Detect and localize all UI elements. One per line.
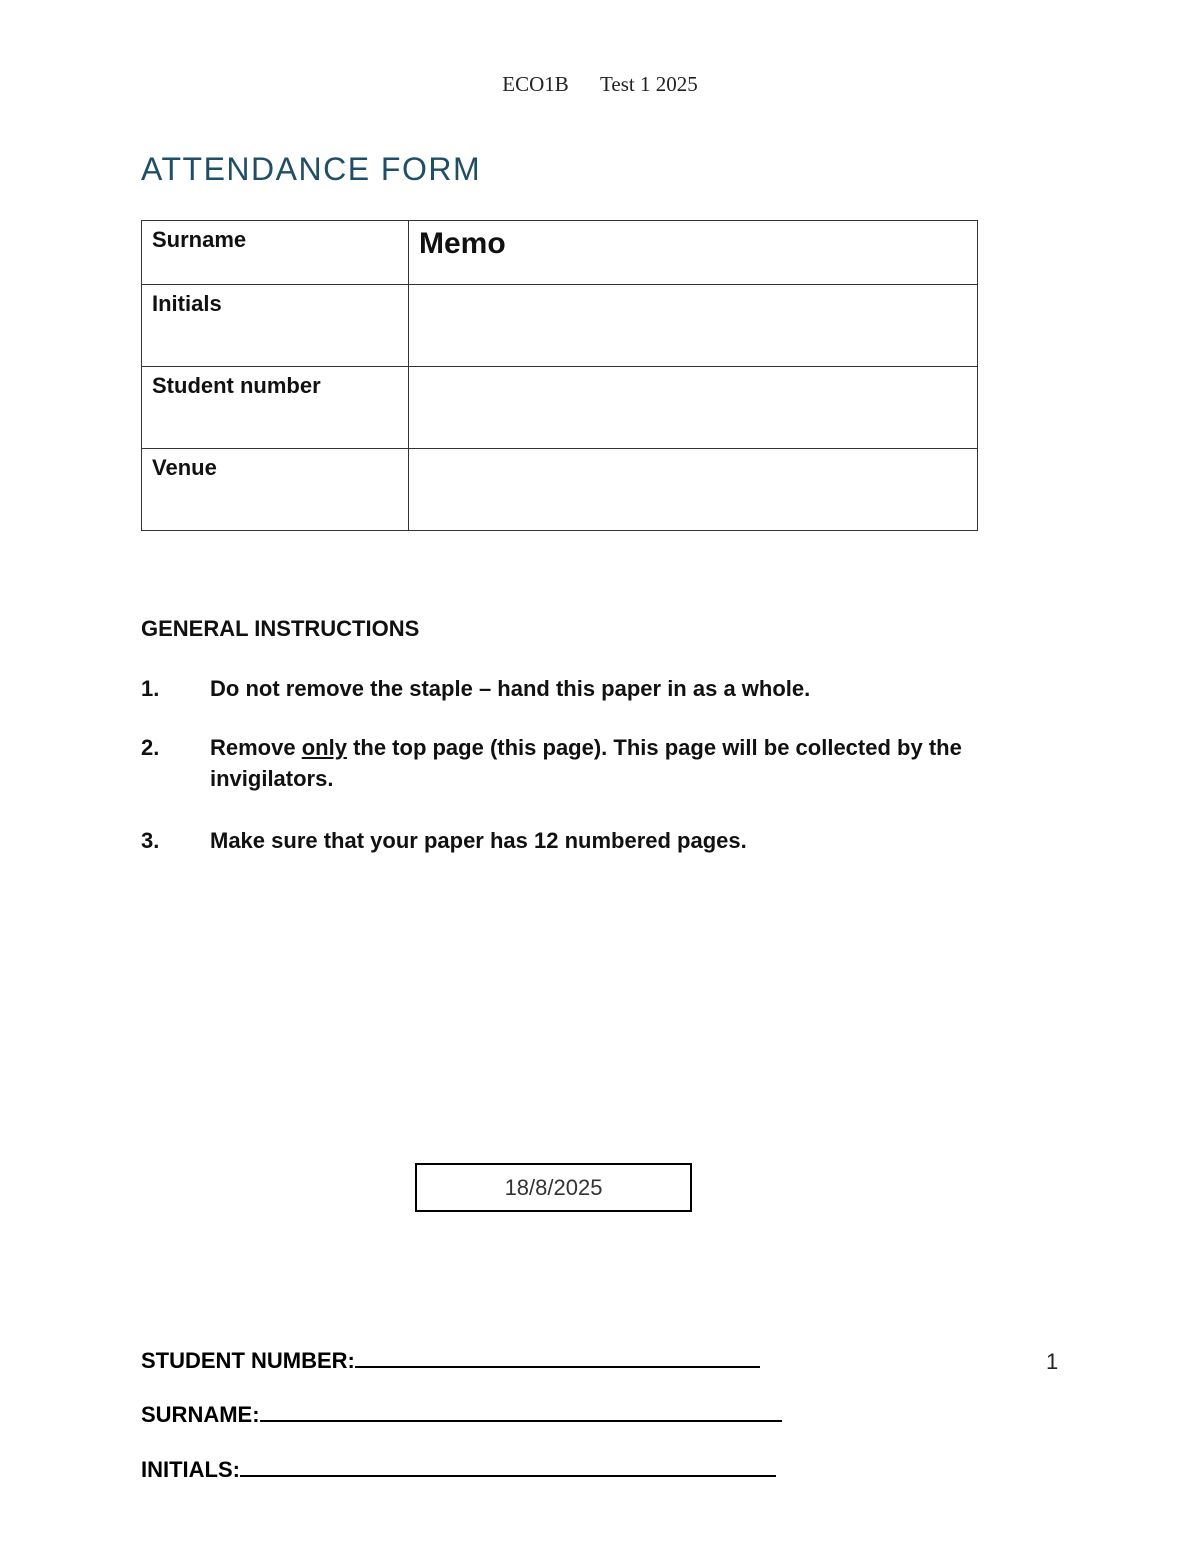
page-header [0, 72, 1200, 97]
instruction-item [141, 673, 1001, 704]
instruction-text: Make sure that your paper has 12 numbered pages. [210, 828, 747, 853]
student-number-label: Student number [142, 367, 409, 449]
initials-label: Initials [142, 285, 409, 367]
course-code: ECO1B [502, 72, 569, 96]
table-row [142, 221, 978, 285]
instruction-text [210, 732, 1001, 794]
date-box: 18/8/2025 [415, 1163, 692, 1212]
venue-label: Venue [142, 449, 409, 531]
student-number-value[interactable] [409, 367, 978, 449]
instructions-heading: GENERAL INSTRUCTIONS [141, 616, 420, 641]
table-row [142, 449, 978, 531]
footer-surname-label: SURNAME: [141, 1402, 260, 1427]
instruction-text-part: Remove [210, 735, 302, 760]
test-name: Test 1 2025 [600, 72, 698, 96]
attendance-table [141, 220, 978, 531]
instruction-emphasis: only [301, 735, 347, 760]
instruction-number: 3. [141, 828, 160, 853]
initials-line [141, 1457, 776, 1483]
table-row [142, 285, 978, 367]
table-row [142, 367, 978, 449]
initials-value[interactable] [409, 285, 978, 367]
footer-initials-label: INITIALS: [141, 1457, 240, 1482]
instruction-number: 2. [141, 735, 160, 760]
surname-value[interactable]: Memo [409, 221, 978, 285]
page-title: ATTENDANCE FORM [141, 151, 482, 187]
student-number-blank[interactable] [355, 1348, 760, 1368]
instruction-item [141, 825, 1001, 856]
instruction-item [141, 732, 1001, 794]
initials-blank[interactable] [240, 1457, 776, 1477]
surname-line [141, 1402, 782, 1428]
instruction-text: Do not remove the staple – hand this paper in as a whole. [210, 676, 811, 701]
instruction-text-part: the top page (this page). This page will be collected by the invigilators. [210, 735, 962, 791]
page-number: 1 [1046, 1349, 1059, 1374]
student-number-line [141, 1348, 760, 1374]
venue-value[interactable] [409, 449, 978, 531]
instruction-number: 1. [141, 676, 160, 701]
footer-student-number-label: STUDENT NUMBER: [141, 1348, 355, 1373]
surname-blank[interactable] [260, 1402, 782, 1422]
surname-label: Surname [142, 221, 409, 285]
